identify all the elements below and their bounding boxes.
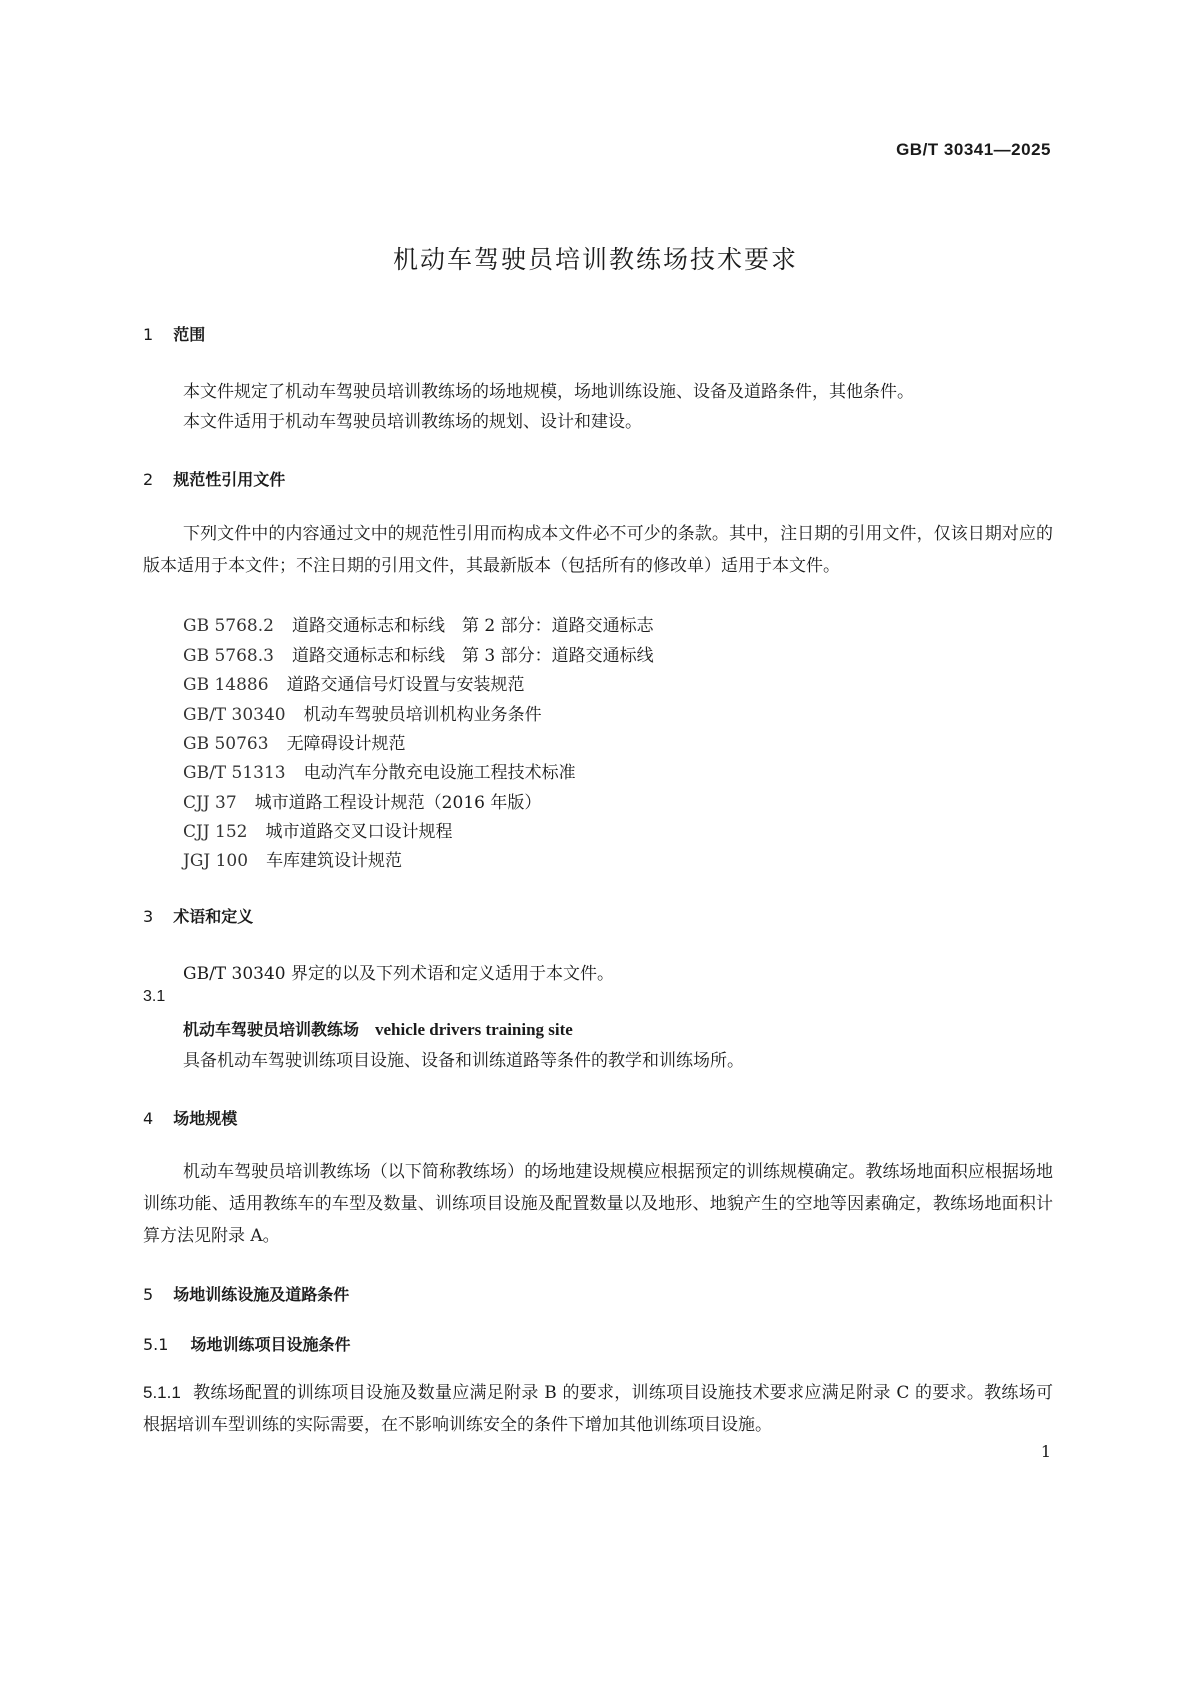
term-english: vehicle drivers training site bbox=[375, 1020, 573, 1039]
section-1-heading bbox=[143, 322, 205, 345]
section-3-intro: GB/T 30340 界定的以及下列术语和定义适用于本文件。 bbox=[183, 964, 615, 984]
reference-item bbox=[183, 670, 525, 695]
reference-item bbox=[183, 788, 541, 813]
section-2-heading bbox=[143, 467, 285, 490]
term-number: 3.1 bbox=[143, 988, 166, 1005]
section-5-heading bbox=[143, 1282, 349, 1305]
subsection-number: 5.1 bbox=[143, 1335, 169, 1354]
reference-item bbox=[183, 846, 402, 871]
reference-item bbox=[183, 611, 654, 636]
term-entry bbox=[183, 1017, 573, 1040]
section-title: 术语和定义 bbox=[173, 907, 254, 926]
reference-item bbox=[183, 817, 453, 842]
clause-5-1-1 bbox=[143, 1377, 1053, 1441]
section-number: 4 bbox=[143, 1109, 154, 1128]
reference-title: 道路交通信号灯设置与安装规范 bbox=[286, 675, 525, 695]
reference-code: GB 50763 bbox=[183, 734, 269, 754]
section-2-intro-text: 下列文件中的内容通过文中的规范性引用而构成本文件必不可少的条款。其中，注日期的引用文件，仅该日期对应的版本适用于本文件；不注日期的引用文件，其最新版本（包括所有的修改单）适用于本文件。 bbox=[143, 524, 1053, 576]
reference-code: GB 14886 bbox=[183, 675, 269, 695]
section-number: 3 bbox=[143, 907, 154, 926]
reference-code: CJJ 37 bbox=[183, 793, 237, 813]
section-3-heading bbox=[143, 904, 253, 927]
reference-code: GB 5768.3 bbox=[183, 646, 274, 666]
subsection-5-1-heading bbox=[143, 1332, 350, 1355]
reference-title: 车库建筑设计规范 bbox=[266, 851, 403, 871]
reference-title: 城市道路工程设计规范（2016 年版） bbox=[254, 793, 542, 813]
section-4-heading bbox=[143, 1106, 237, 1129]
section-title: 规范性引用文件 bbox=[173, 470, 286, 489]
section-number: 2 bbox=[143, 470, 154, 489]
section-4-paragraph-text: 机动车驾驶员培训教练场（以下简称教练场）的场地建设规模应根据预定的训练规模确定。教练场地面积应根据场地训练功能、适用教练车的车型及数量、训练项目设施及配置数量以及地形、地貌产生的空地等因素确定，教练场地面积计算方法见附录 A。 bbox=[143, 1162, 1053, 1246]
section-2-intro bbox=[143, 518, 1053, 582]
section-title: 范围 bbox=[173, 325, 206, 344]
reference-item bbox=[183, 729, 406, 754]
document-title: 机动车驾驶员培训教练场技术要求 bbox=[392, 245, 798, 274]
reference-title: 机动车驾驶员培训机构业务条件 bbox=[303, 705, 542, 725]
term-chinese: 机动车驾驶员培训教练场 bbox=[183, 1020, 360, 1039]
section-title: 场地规模 bbox=[173, 1109, 238, 1128]
reference-code: GB/T 51313 bbox=[183, 763, 286, 783]
reference-code: CJJ 152 bbox=[183, 822, 248, 842]
reference-item bbox=[183, 700, 542, 725]
reference-title: 无障碍设计规范 bbox=[286, 734, 406, 754]
reference-code: GB 5768.2 bbox=[183, 616, 274, 636]
standard-code: GB/T 30341—2025 bbox=[896, 140, 1051, 159]
reference-code: GB/T 30340 bbox=[183, 705, 286, 725]
reference-item bbox=[183, 758, 576, 783]
section-4-paragraph bbox=[143, 1156, 1053, 1252]
reference-title: 电动汽车分散充电设施工程技术标准 bbox=[303, 763, 576, 783]
reference-title: 道路交通标志和标线 第 3 部分：道路交通标线 bbox=[291, 646, 654, 666]
clause-text: 教练场配置的训练项目设施及数量应满足附录 B 的要求，训练项目设施技术要求应满足附录 C 的要求。教练场可根据培训车型训练的实际需要，在不影响训练安全的条件下增加其他训练项目设施。 bbox=[143, 1383, 1053, 1435]
reference-item bbox=[183, 641, 654, 666]
page-number: 1 bbox=[1040, 1442, 1051, 1461]
clause-number: 5.1.1 bbox=[143, 1383, 181, 1402]
term-definition: 具备机动车驾驶训练项目设施、设备和训练道路等条件的教学和训练场所。 bbox=[183, 1051, 744, 1071]
section-1-paragraph-1: 本文件规定了机动车驾驶员培训教练场的场地规模，场地训练设施、设备及道路条件，其他条件。 bbox=[183, 382, 914, 402]
section-1-paragraph-2: 本文件适用于机动车驾驶员培训教练场的规划、设计和建设。 bbox=[183, 412, 642, 432]
section-number: 1 bbox=[143, 325, 154, 344]
section-number: 5 bbox=[143, 1285, 154, 1304]
section-title: 场地训练设施及道路条件 bbox=[173, 1285, 350, 1304]
reference-code: JGJ 100 bbox=[183, 851, 249, 871]
subsection-title: 场地训练项目设施条件 bbox=[190, 1335, 351, 1354]
reference-title: 城市道路交叉口设计规程 bbox=[265, 822, 453, 842]
reference-title: 道路交通标志和标线 第 2 部分：道路交通标志 bbox=[291, 616, 654, 636]
